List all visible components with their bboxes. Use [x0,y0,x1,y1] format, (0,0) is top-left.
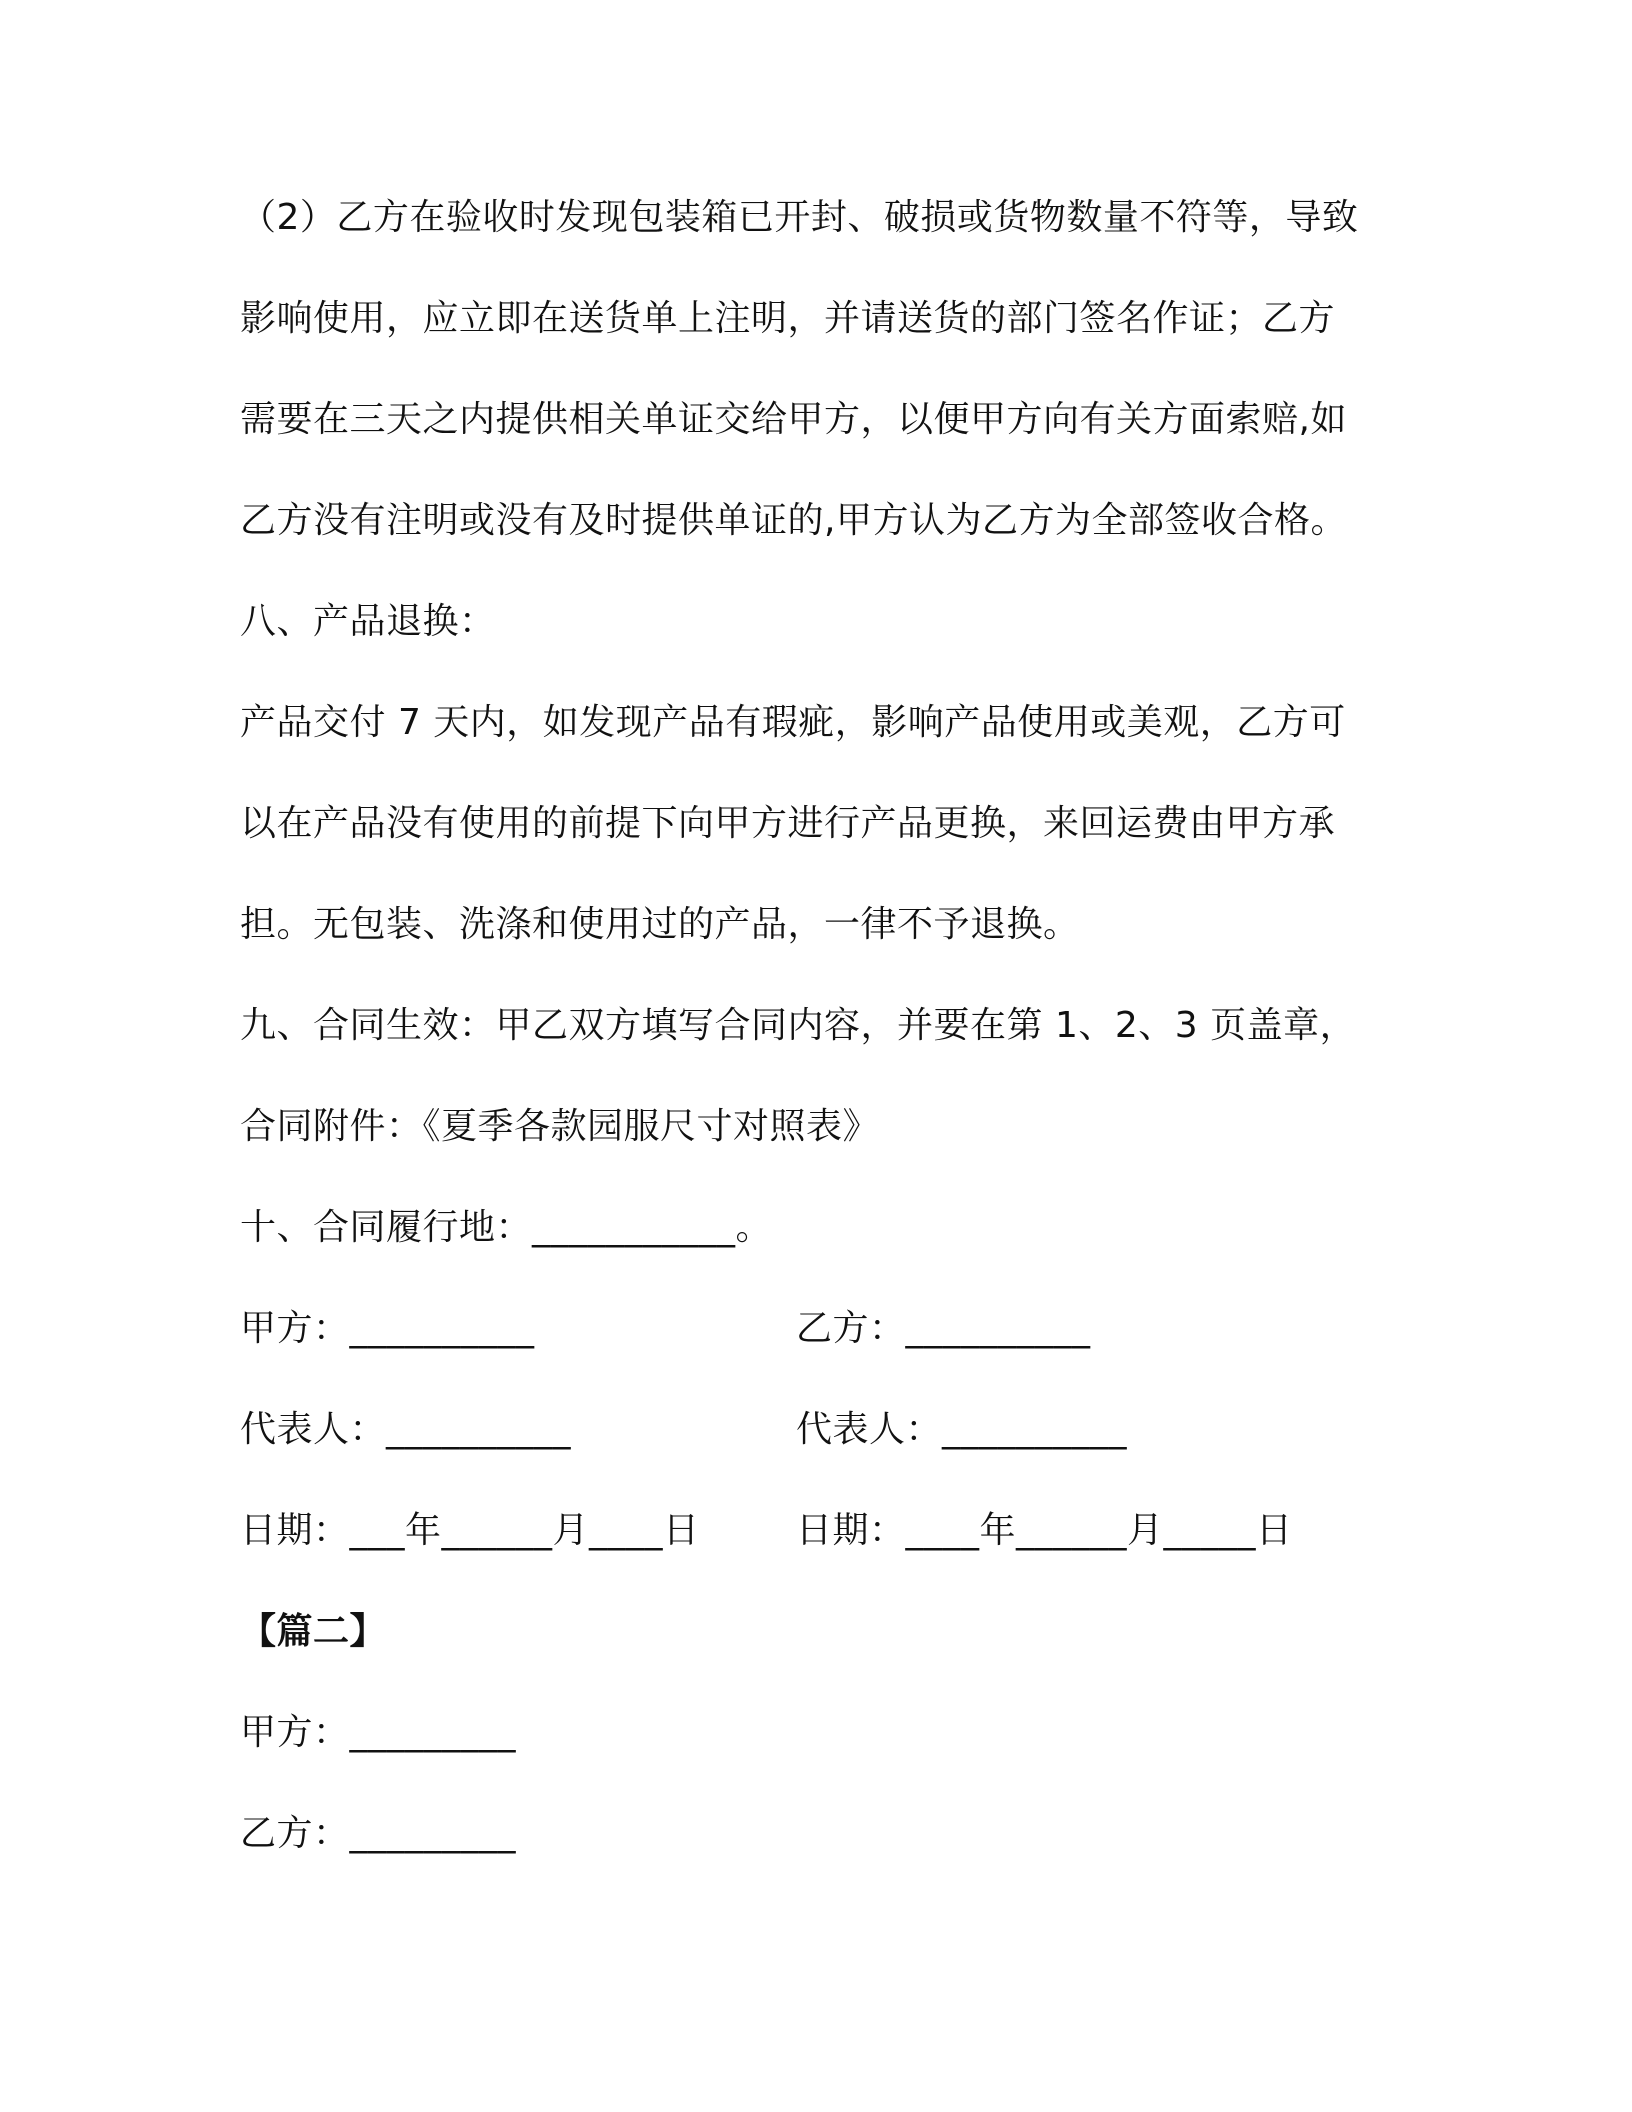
section-8-line-1: 产品交付 7 天内，如发现产品有瑕疵，影响产品使用或美观，乙方可 [240,702,1346,743]
part-two-heading: 【篇二】 [240,1611,387,1652]
section-10-line: 十、合同履行地：___________。 [240,1207,773,1248]
signature-party-row [240,1301,1390,1402]
section-8-line-2: 以在产品没有使用的前提下向甲方进行产品更换，来回运费由甲方承 [240,803,1336,844]
section-8-line-3: 担。无包装、洗涤和使用过的产品，一律不予退换。 [240,904,1080,945]
section-8-heading: 八、产品退换： [240,601,496,642]
part-two-party-b: 乙方：_________ [240,1813,517,1854]
clause-7-2-line-3: 需要在三天之内提供相关单证交给甲方，以便甲方向有关方面索赔,如 [240,399,1347,440]
section-9-line-2: 合同附件：《夏季各款园服尺寸对照表》 [240,1106,880,1147]
part-two-party-a: 甲方：_________ [240,1712,517,1753]
rep-a-field: 代表人：__________ [240,1409,572,1450]
signature-rep-row [240,1402,1390,1503]
party-a-field: 甲方：__________ [240,1308,535,1349]
party-b-field: 乙方：__________ [796,1308,1091,1349]
section-9-line-1: 九、合同生效：甲乙双方填写合同内容，并要在第 1、2、3 页盖章， [240,1005,1357,1046]
signature-date-row [240,1503,1390,1604]
date-a-field: 日期：___年______月____日 [240,1510,700,1551]
rep-b-field: 代表人：__________ [796,1409,1128,1450]
clause-7-2-line-1: （2）乙方在验收时发现包装箱已开封、破损或货物数量不符等，导致 [240,197,1359,238]
clause-7-2-line-2: 影响使用，应立即在送货单上注明，并请送货的部门签名作证；乙方 [240,298,1336,339]
clause-7-2-line-4: 乙方没有注明或没有及时提供单证的,甲方认为乙方为全部签收合格。 [240,500,1347,541]
document-content [240,190,1390,1907]
date-b-field: 日期：____年______月_____日 [796,1510,1293,1551]
